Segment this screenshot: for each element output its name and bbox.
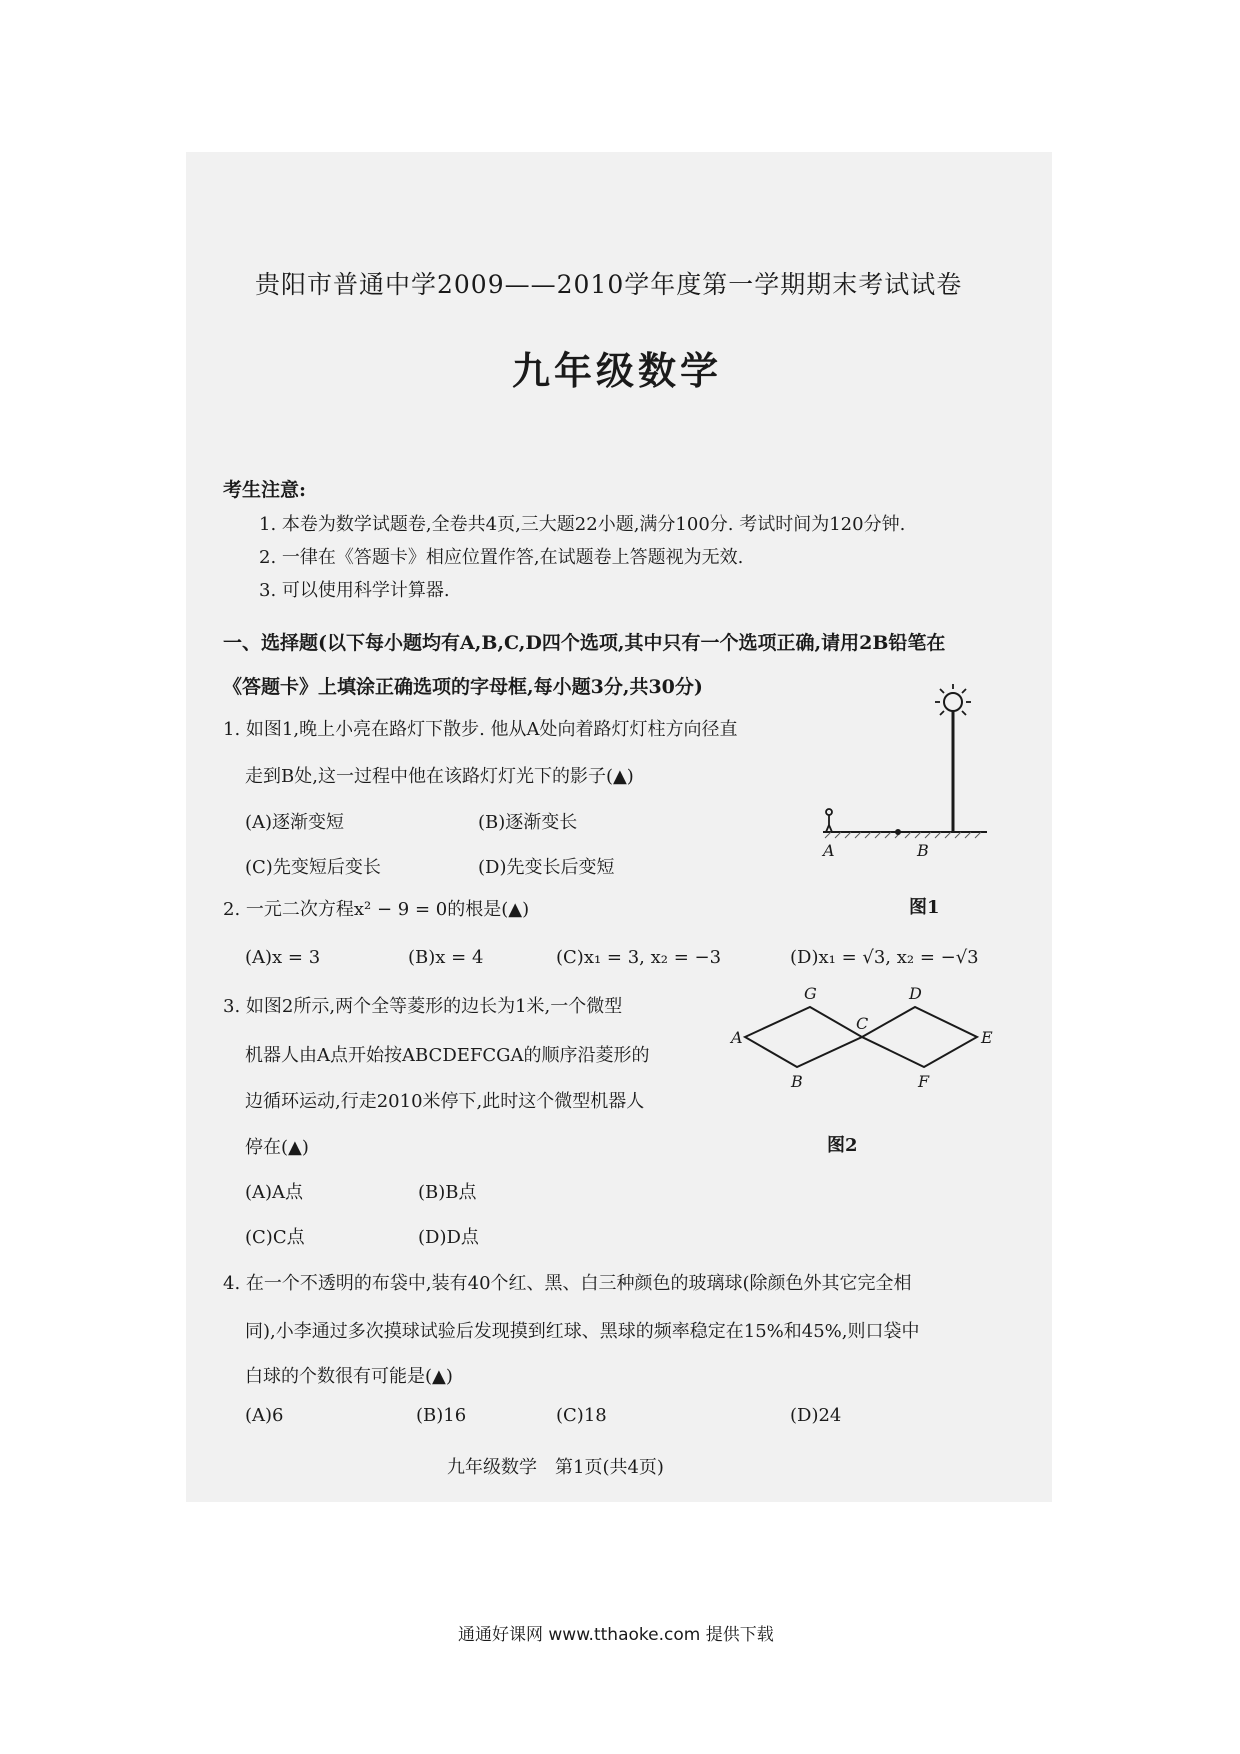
exam-header: 贵阳市普通中学2009——2010学年度第一学期期末考试试卷: [255, 270, 963, 299]
site-footer: 通通好课网 www.tthaoke.com 提供下载: [458, 1625, 774, 1645]
rhombus-right: [862, 1007, 977, 1067]
label-c: C: [856, 1014, 869, 1033]
question-3-stem-cont: 机器人由A点开始按ABCDEFCGA的顺序沿菱形的: [245, 1045, 650, 1066]
label-e: E: [981, 1028, 993, 1047]
q3-option-c: (C)C点: [245, 1227, 305, 1248]
figure-1-streetlamp: [805, 680, 1000, 890]
q3-option-a: (A)A点: [245, 1182, 304, 1203]
q4-option-d: (D)24: [790, 1405, 842, 1426]
section-heading: 一、选择题(以下每小题均有A,B,C,D四个选项,其中只有一个选项正确,请用2B铅笔在: [223, 632, 946, 654]
notice-item: 2. 一律在《答题卡》相应位置作答,在试题卷上答题视为无效.: [259, 547, 744, 568]
figure-1-caption: 图1: [909, 897, 940, 918]
page-title: 九年级数学: [512, 348, 723, 393]
page-footer: 九年级数学 第1页(共4页): [447, 1457, 664, 1478]
q2-option-d: (D)x₁ = √3, x₂ = −√3: [790, 947, 979, 968]
q2-option-a: (A)x = 3: [245, 947, 321, 968]
q3-option-b: (B)B点: [418, 1182, 477, 1203]
question-4-stem-cont: 同),小李通过多次摸球试验后发现摸到红球、黑球的频率稳定在15%和45%,则口袋中: [245, 1321, 920, 1342]
question-1-stem-cont: 走到B处,这一过程中他在该路灯灯光下的影子(▲): [245, 766, 634, 787]
question-3-stem-cont: 边循环运动,行走2010米停下,此时这个微型机器人: [245, 1091, 645, 1112]
question-4-stem-cont: 白球的个数很有可能是(▲): [245, 1366, 453, 1387]
person-icon: [826, 809, 832, 832]
q1-option-d: (D)先变长后变短: [478, 857, 615, 878]
q1-option-c: (C)先变短后变长: [245, 857, 381, 878]
question-3-stem-cont: 停在(▲): [245, 1137, 309, 1158]
question-4-stem: 4. 在一个不透明的布袋中,装有40个红、黑、白三种颜色的玻璃球(除颜色外其它完全相: [223, 1273, 912, 1294]
label-g: G: [804, 985, 817, 1003]
label-a: A: [823, 841, 835, 860]
q2-option-b: (B)x = 4: [408, 947, 484, 968]
q1-option-a: (A)逐渐变短: [245, 812, 345, 833]
q4-option-a: (A)6: [245, 1405, 284, 1426]
label-b: B: [791, 1072, 803, 1091]
q4-option-c: (C)18: [556, 1405, 607, 1426]
q4-option-b: (B)16: [416, 1405, 467, 1426]
notice-item: 3. 可以使用科学计算器.: [259, 580, 450, 601]
q3-option-d: (D)D点: [418, 1227, 479, 1248]
label-f: F: [918, 1072, 930, 1091]
point-b: [895, 829, 901, 835]
label-d: D: [909, 985, 922, 1003]
question-1-stem: 1. 如图1,晚上小亮在路灯下散步. 他从A处向着路灯灯柱方向径直: [223, 719, 738, 740]
lamp-bulb: [944, 693, 962, 711]
notice-item: 1. 本卷为数学试题卷,全卷共4页,三大题22小题,满分100分. 考试时间为120分钟.: [259, 514, 906, 535]
q1-option-b: (B)逐渐变长: [478, 812, 578, 833]
notice-heading: 考生注意:: [223, 479, 307, 501]
rhombus-left: [745, 1007, 862, 1067]
question-2-stem: 2. 一元二次方程x² − 9 = 0的根是(▲): [223, 899, 530, 920]
label-a: A: [731, 1028, 743, 1047]
q2-option-c: (C)x₁ = 3, x₂ = −3: [556, 947, 722, 968]
figure-2-caption: 图2: [827, 1135, 858, 1156]
question-3-stem: 3. 如图2所示,两个全等菱形的边长为1米,一个微型: [223, 996, 623, 1017]
label-b: B: [917, 841, 929, 860]
section-heading-cont: 《答题卡》上填涂正确选项的字母框,每小题3分,共30分): [223, 676, 703, 698]
figure-2-rhombi: [725, 985, 1000, 1100]
